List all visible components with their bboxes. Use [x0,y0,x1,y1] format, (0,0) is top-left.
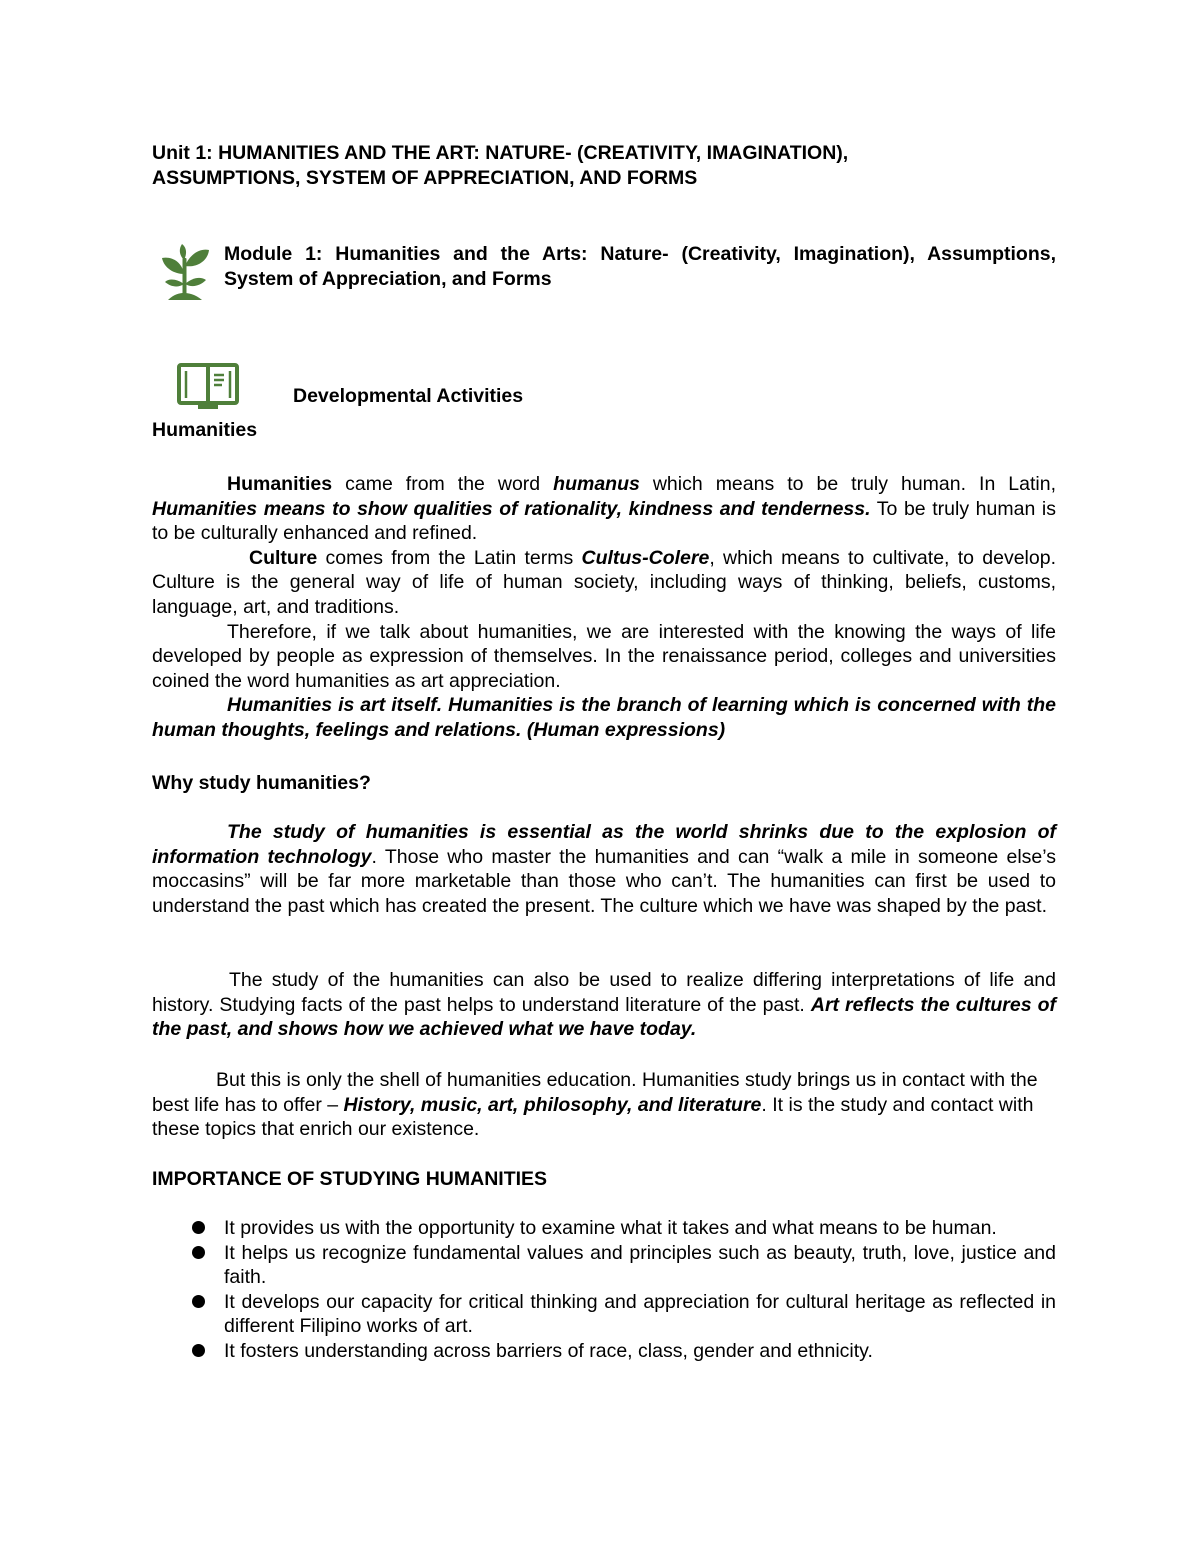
humanities-heading: Humanities [152,419,258,441]
developmental-activities-heading: Developmental Activities [293,385,524,407]
paragraph-art-itself: Humanities is art itself. Humanities is the branch of learning which is concerned with the human thoughts, feelings and relations. (Human expressions) [152,694,1056,741]
body-section [152,472,1056,743]
plant-sprout-icon [160,244,210,302]
bullet-icon [192,1344,205,1357]
bullet-icon [192,1295,205,1308]
importance-heading: IMPORTANCE OF STUDYING HUMANITIES [152,1168,548,1190]
why-study-heading: Why study humanities? [152,772,371,794]
bullet-icon [192,1246,205,1259]
paragraph-culture-definition: Culture comes from the Latin terms Cultus-Colere, which means to cultivate, to develop. Culture is the general way of life of human society, including ways of thinking, beliefs, customs, language, art, and traditions. [152,546,1056,618]
importance-list [152,1216,1056,1364]
module-title: Module 1: Humanities and the Arts: Nature- (Creativity, Imagination), Assumptions, System of Appreciation, and Forms [224,243,1056,290]
paragraph-therefore: Therefore, if we talk about humanities, we are interested with the knowing the ways of life developed by people as expression of themselves. In the renaissance period, colleges and universities coined the word humanities as art appreciation. [152,620,1056,692]
paragraph-shell-of-humanities: But this is only the shell of humanities education. Humanities study brings us in contact with the best life has to offer – History, music, art, philosophy, and literature. It is the study and contact with these topics that enrich our existence. [152,1069,1038,1141]
paragraph-interpretations: The study of the humanities can also be used to realize differing interpretations of life and history. Studying facts of the past helps to understand literature of the past. Art reflects the cultures of the past, and shows how we achieved what we have today. [152,969,1056,1041]
list-item: It provides us with the opportunity to examine what it takes and what means to be human. [152,1216,1056,1241]
bullet-icon [192,1221,205,1234]
paragraph-humanities-definition: Humanities came from the word humanus which means to be truly human. In Latin, Humanities means to show qualities of rationality, kindness and tenderness. To be truly human is to be culturally enhanced and refined. [152,473,1056,545]
paragraph-essential-study: The study of humanities is essential as the world shrinks due to the explosion of information technology. Those who master the humanities and can “walk a mile in someone else’s moccasins” will be far more marketable than those who can’t. The humanities can first be used to understand the past which has created the present. The culture which we have was shaped by the past. [152,821,1056,917]
list-item: It fosters understanding across barriers of race, class, gender and ethnicity. [152,1339,1056,1364]
open-book-icon [176,362,240,410]
list-item: It develops our capacity for critical thinking and appreciation for cultural heritage as reflected in different Filipino works of art. [152,1290,1056,1339]
importance-list-wrapper [152,1216,1056,1364]
list-item: It helps us recognize fundamental values and principles such as beauty, truth, love, justice and faith. [152,1241,1056,1290]
unit-title: Unit 1: HUMANITIES AND THE ART: NATURE- (CREATIVITY, IMAGINATION), ASSUMPTIONS, SYSTEM OF APPRECIATION, AND FORMS [152,142,849,189]
